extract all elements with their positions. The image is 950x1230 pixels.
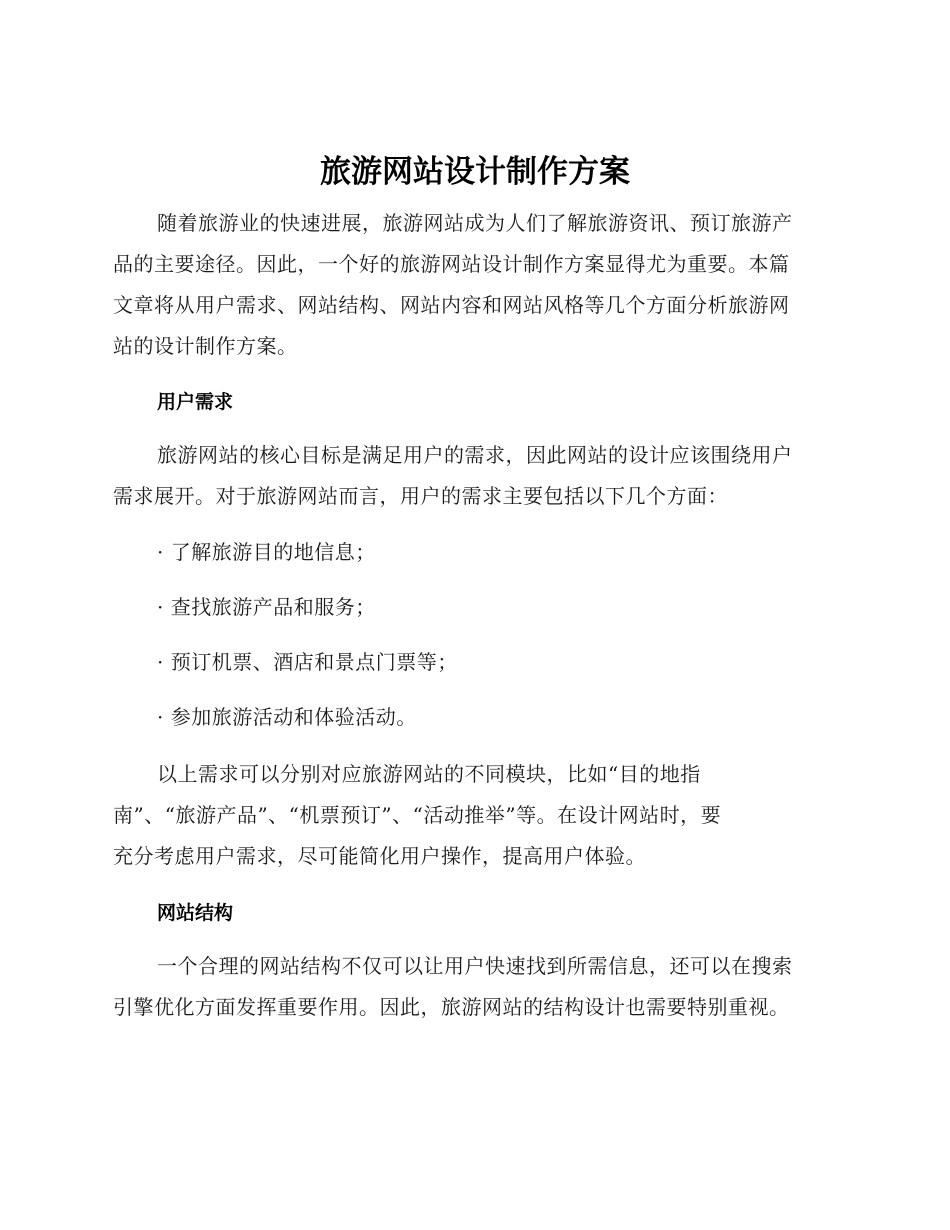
user-needs-paragraph bbox=[113, 435, 835, 517]
paragraph-line: 一个合理的网站结构不仅可以让用户快速找到所需信息，还可以在搜索 bbox=[157, 954, 793, 978]
paragraph-line: 南”、“旅游产品”、“机票预订”、“活动推举”等。在设计网站时，要 bbox=[113, 803, 722, 827]
modules-paragraph bbox=[113, 754, 835, 877]
paragraph-line: 充分考虑用户需求，尽可能简化用户操作，提高用户体验。 bbox=[113, 844, 646, 868]
site-structure-paragraph bbox=[113, 946, 835, 1028]
paragraph-line: 旅游网站的核心目标是满足用户的需求，因此网站的设计应该围绕用户 bbox=[157, 443, 793, 467]
intro-line: 文章将从用户需求、网站结构、网站内容和网站风格等几个方面分析旅游网 bbox=[113, 293, 790, 317]
document-title: 旅游网站设计制作方案 bbox=[320, 154, 630, 190]
section-heading-site-structure: 网站结构 bbox=[157, 902, 234, 924]
paragraph-line: 以上需求可以分别对应旅游网站的不同模块，比如“目的地指 bbox=[157, 762, 701, 786]
paragraph-line: 需求展开。对于旅游网站而言，用户的需求主要包括以下几个方面： bbox=[113, 484, 728, 508]
bullet-item: · 预订机票、酒店和景点门票等； bbox=[157, 650, 458, 674]
intro-line: 随着旅游业的快速进展，旅游网站成为人们了解旅游资讯、预订旅游产 bbox=[157, 211, 793, 235]
section-heading-user-needs: 用户需求 bbox=[157, 391, 234, 413]
paragraph-line: 引擎优化方面发挥重要作用。因此，旅游网站的结构设计也需要特别重视。 bbox=[113, 995, 790, 1019]
bullet-item: · 查找旅游产品和服务； bbox=[157, 595, 376, 619]
intro-paragraph bbox=[113, 203, 835, 367]
bullet-item: · 了解旅游目的地信息； bbox=[157, 540, 376, 564]
intro-line: 站的设计制作方案。 bbox=[113, 334, 298, 358]
bullet-item: · 参加旅游活动和体验活动。 bbox=[157, 705, 417, 729]
intro-line: 品的主要途径。因此，一个好的旅游网站设计制作方案显得尤为重要。本篇 bbox=[113, 252, 790, 276]
